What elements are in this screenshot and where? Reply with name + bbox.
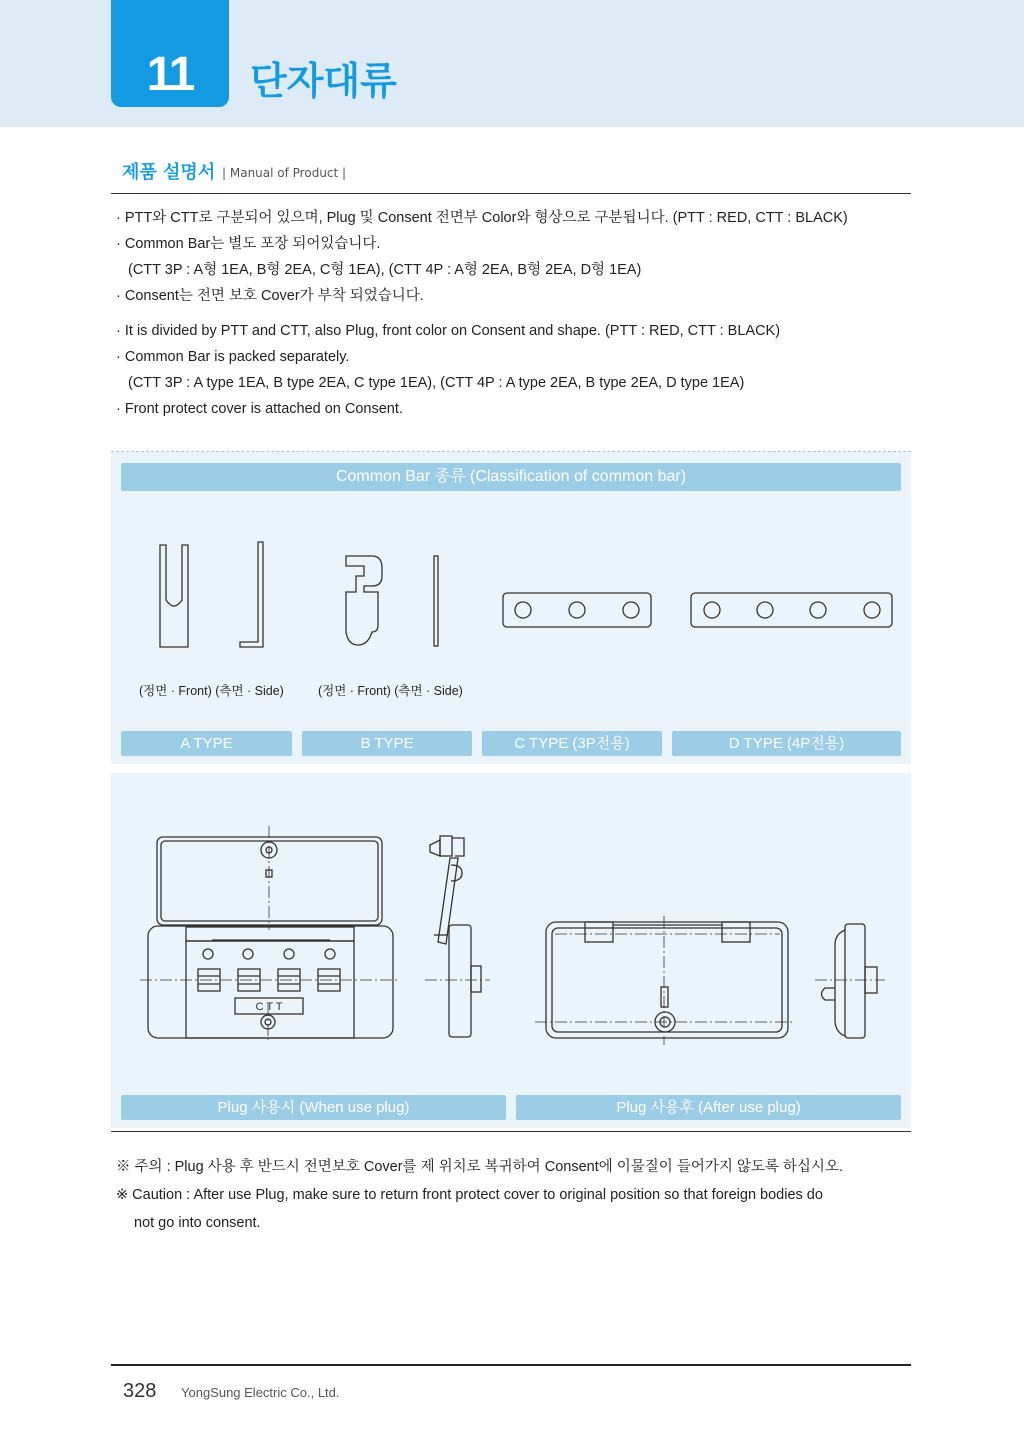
d-type-drawing — [691, 593, 892, 627]
d-type-label: D TYPE (4P전용) — [672, 731, 901, 756]
after-use-plug-label: Plug 사용후 (After use plug) — [516, 1095, 901, 1120]
korean-line: (CTT 3P : A형 1EA, B형 2EA, C형 1EA), (CTT 4P : A형 2EA, B형 2EA, D형 1EA) — [128, 262, 642, 278]
korean-line: · Common Bar는 별도 포장 되어있습니다. — [116, 236, 381, 252]
caution-english-cont: not go into consent. — [134, 1215, 261, 1231]
korean-line: · PTT와 CTT로 구분되어 있으며, Plug 및 Consent 전면부 Color와 형상으로 구분됩니다. (PTT : RED, CTT : BLACK) — [116, 210, 848, 226]
caution-korean: ※ 주의 : Plug 사용 후 반드시 전면보호 Cover를 제 위치로 복귀하여 Consent에 이물질이 들어가지 않도록 하십시오. — [116, 1159, 843, 1175]
c-type-label: C TYPE (3P전용) — [482, 731, 662, 756]
english-line: (CTT 3P : A type 1EA, B type 2EA, C type 1EA), (CTT 4P : A type 2EA, B type 2EA, D type 1EA) — [128, 375, 745, 391]
english-line: · Front protect cover is attached on Consent. — [116, 401, 403, 417]
chapter-title: 단자대류 — [250, 59, 397, 103]
a-type-side-drawing — [240, 542, 263, 647]
section-subtitle: | Manual of Product | — [222, 166, 347, 180]
c-type-drawing — [503, 593, 651, 627]
a-type-caption: (정면 · Front) (측면 · Side) — [139, 684, 284, 698]
caution-english: ※ Caution : After use Plug, make sure to return front protect cover to original position so that foreign bodies do — [116, 1187, 823, 1203]
when-use-plug-label: Plug 사용시 (When use plug) — [121, 1095, 506, 1120]
english-line: · It is divided by PTT and CTT, also Plug, front color on Consent and shape. (PTT : RED, CTT : BLACK) — [116, 323, 781, 339]
a-type-front-drawing — [160, 545, 188, 647]
b-type-front-drawing — [346, 556, 382, 645]
plug-side-drawing — [430, 836, 481, 1037]
footer-divider — [111, 1364, 911, 1366]
section-title: 제품 설명서 — [122, 162, 216, 183]
company-name: YongSung Electric Co., Ltd. — [181, 1385, 340, 1400]
page-number: 328 — [123, 1380, 157, 1402]
device-label: C T T — [255, 1001, 283, 1013]
caution-notes — [116, 1153, 911, 1237]
a-type-label: A TYPE — [121, 731, 292, 756]
notes-divider — [111, 1131, 911, 1132]
b-type-caption: (정면 · Front) (측면 · Side) — [318, 684, 463, 698]
plug-after-use-drawing — [546, 922, 788, 1038]
korean-line: · Consent는 전면 보호 Cover가 부착 되었습니다. — [116, 288, 424, 304]
b-type-side-drawing — [434, 556, 438, 646]
b-type-label: B TYPE — [302, 731, 472, 756]
common-bar-heading: Common Bar 종류 (Classification of common bar) — [121, 463, 901, 491]
english-line: · Common Bar is packed separately. — [116, 349, 350, 365]
plug-after-side-drawing — [822, 924, 878, 1038]
chapter-number: 11 — [111, 0, 229, 107]
